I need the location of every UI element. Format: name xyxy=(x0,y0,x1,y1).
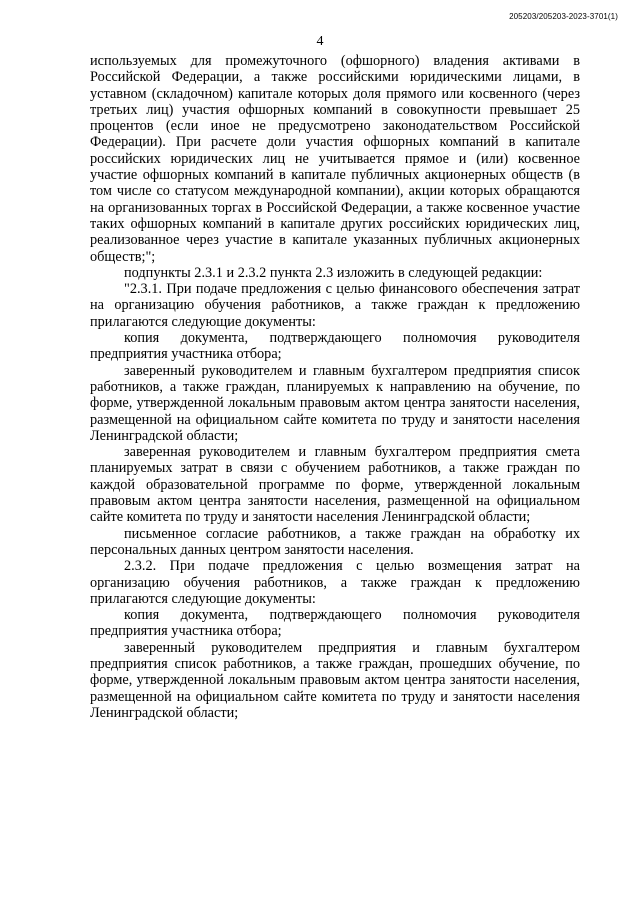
paragraph-list-item: копия документа, подтверждающего полномочия руководителя предприятия участника отбора; xyxy=(90,607,580,640)
paragraph-list-item: копия документа, подтверждающего полномочия руководителя предприятия участника отбора; xyxy=(90,330,580,363)
paragraph-2-3-2: 2.3.2. При подаче предложения с целью возмещения затрат на организацию обучения работников, а также граждан к предложению прилагаются следующие документы: xyxy=(90,558,580,607)
document-body xyxy=(90,53,580,721)
paragraph-list-item: заверенный руководителем и главным бухгалтером предприятия список работников, а также граждан, планируемых к направлению на обучение, по форме, утвержденной локальным правовым актом центра занятости населения, размещенной на официальном сайте комитета по труду и занятости населения Ленинградской области; xyxy=(90,362,580,444)
paragraph-amendment-intro: подпункты 2.3.1 и 2.3.2 пункта 2.3 изложить в следующей редакции: xyxy=(124,264,543,281)
paragraph-list-item: заверенный руководителем предприятия и главным бухгалтером предприятия список работников, а также граждан, прошедших обучение, по форме, утвержденной локальным правовым актом центра занятости населения, размещенной на официальном сайте комитета по труду и занятости населения Ленинградской области; xyxy=(90,639,580,721)
paragraph-list-item: заверенная руководителем и главным бухгалтером предприятия смета планируемых затрат в связи с обучением работников, а также граждан по каждой образовательной программе по форме, утвержденной локальным правовым актом центра занятости населения, размещенной на официальном сайте комитета по труду и занятости населения Ленинградской области; xyxy=(90,444,580,526)
paragraph-2-3-1: "2.3.1. При подаче предложения с целью финансового обеспечения затрат на организацию обучения работников, а также граждан к предложению прилагаются следующие документы: xyxy=(90,281,580,330)
paragraph-list-item: письменное согласие работников, а также граждан на обработку их персональных данных центром занятости населения. xyxy=(90,525,580,558)
page-number: 4 xyxy=(316,34,324,49)
paragraph-continuation: используемых для промежуточного (офшорного) владения активами в Российской Федерации, а также российскими юридическими лицами, в уставном (складочном) капитале которых доля прямого или косвенного (через третьих лиц) участия офшорных компаний в совокупности превышает 25 процентов (если иное не предусмотрено законодательством Российской Федерации). При расчете доли участия офшорных компаний в капитале российских юридических лиц не учитывается прямое и (или) косвенное участие офшорных компаний в капитале публичных акционерных обществ (в том числе со статусом международной компании), акции которых обращаются на организованных торгах в Российской Федерации, а также косвенное участие таких офшорных компаний в капитале других российских юридических лиц, реализованное через участие в капитале указанных публичных акционерных обществ;"; xyxy=(90,53,580,265)
document-id: 205203/205203-2023-3701(1) xyxy=(509,12,618,21)
